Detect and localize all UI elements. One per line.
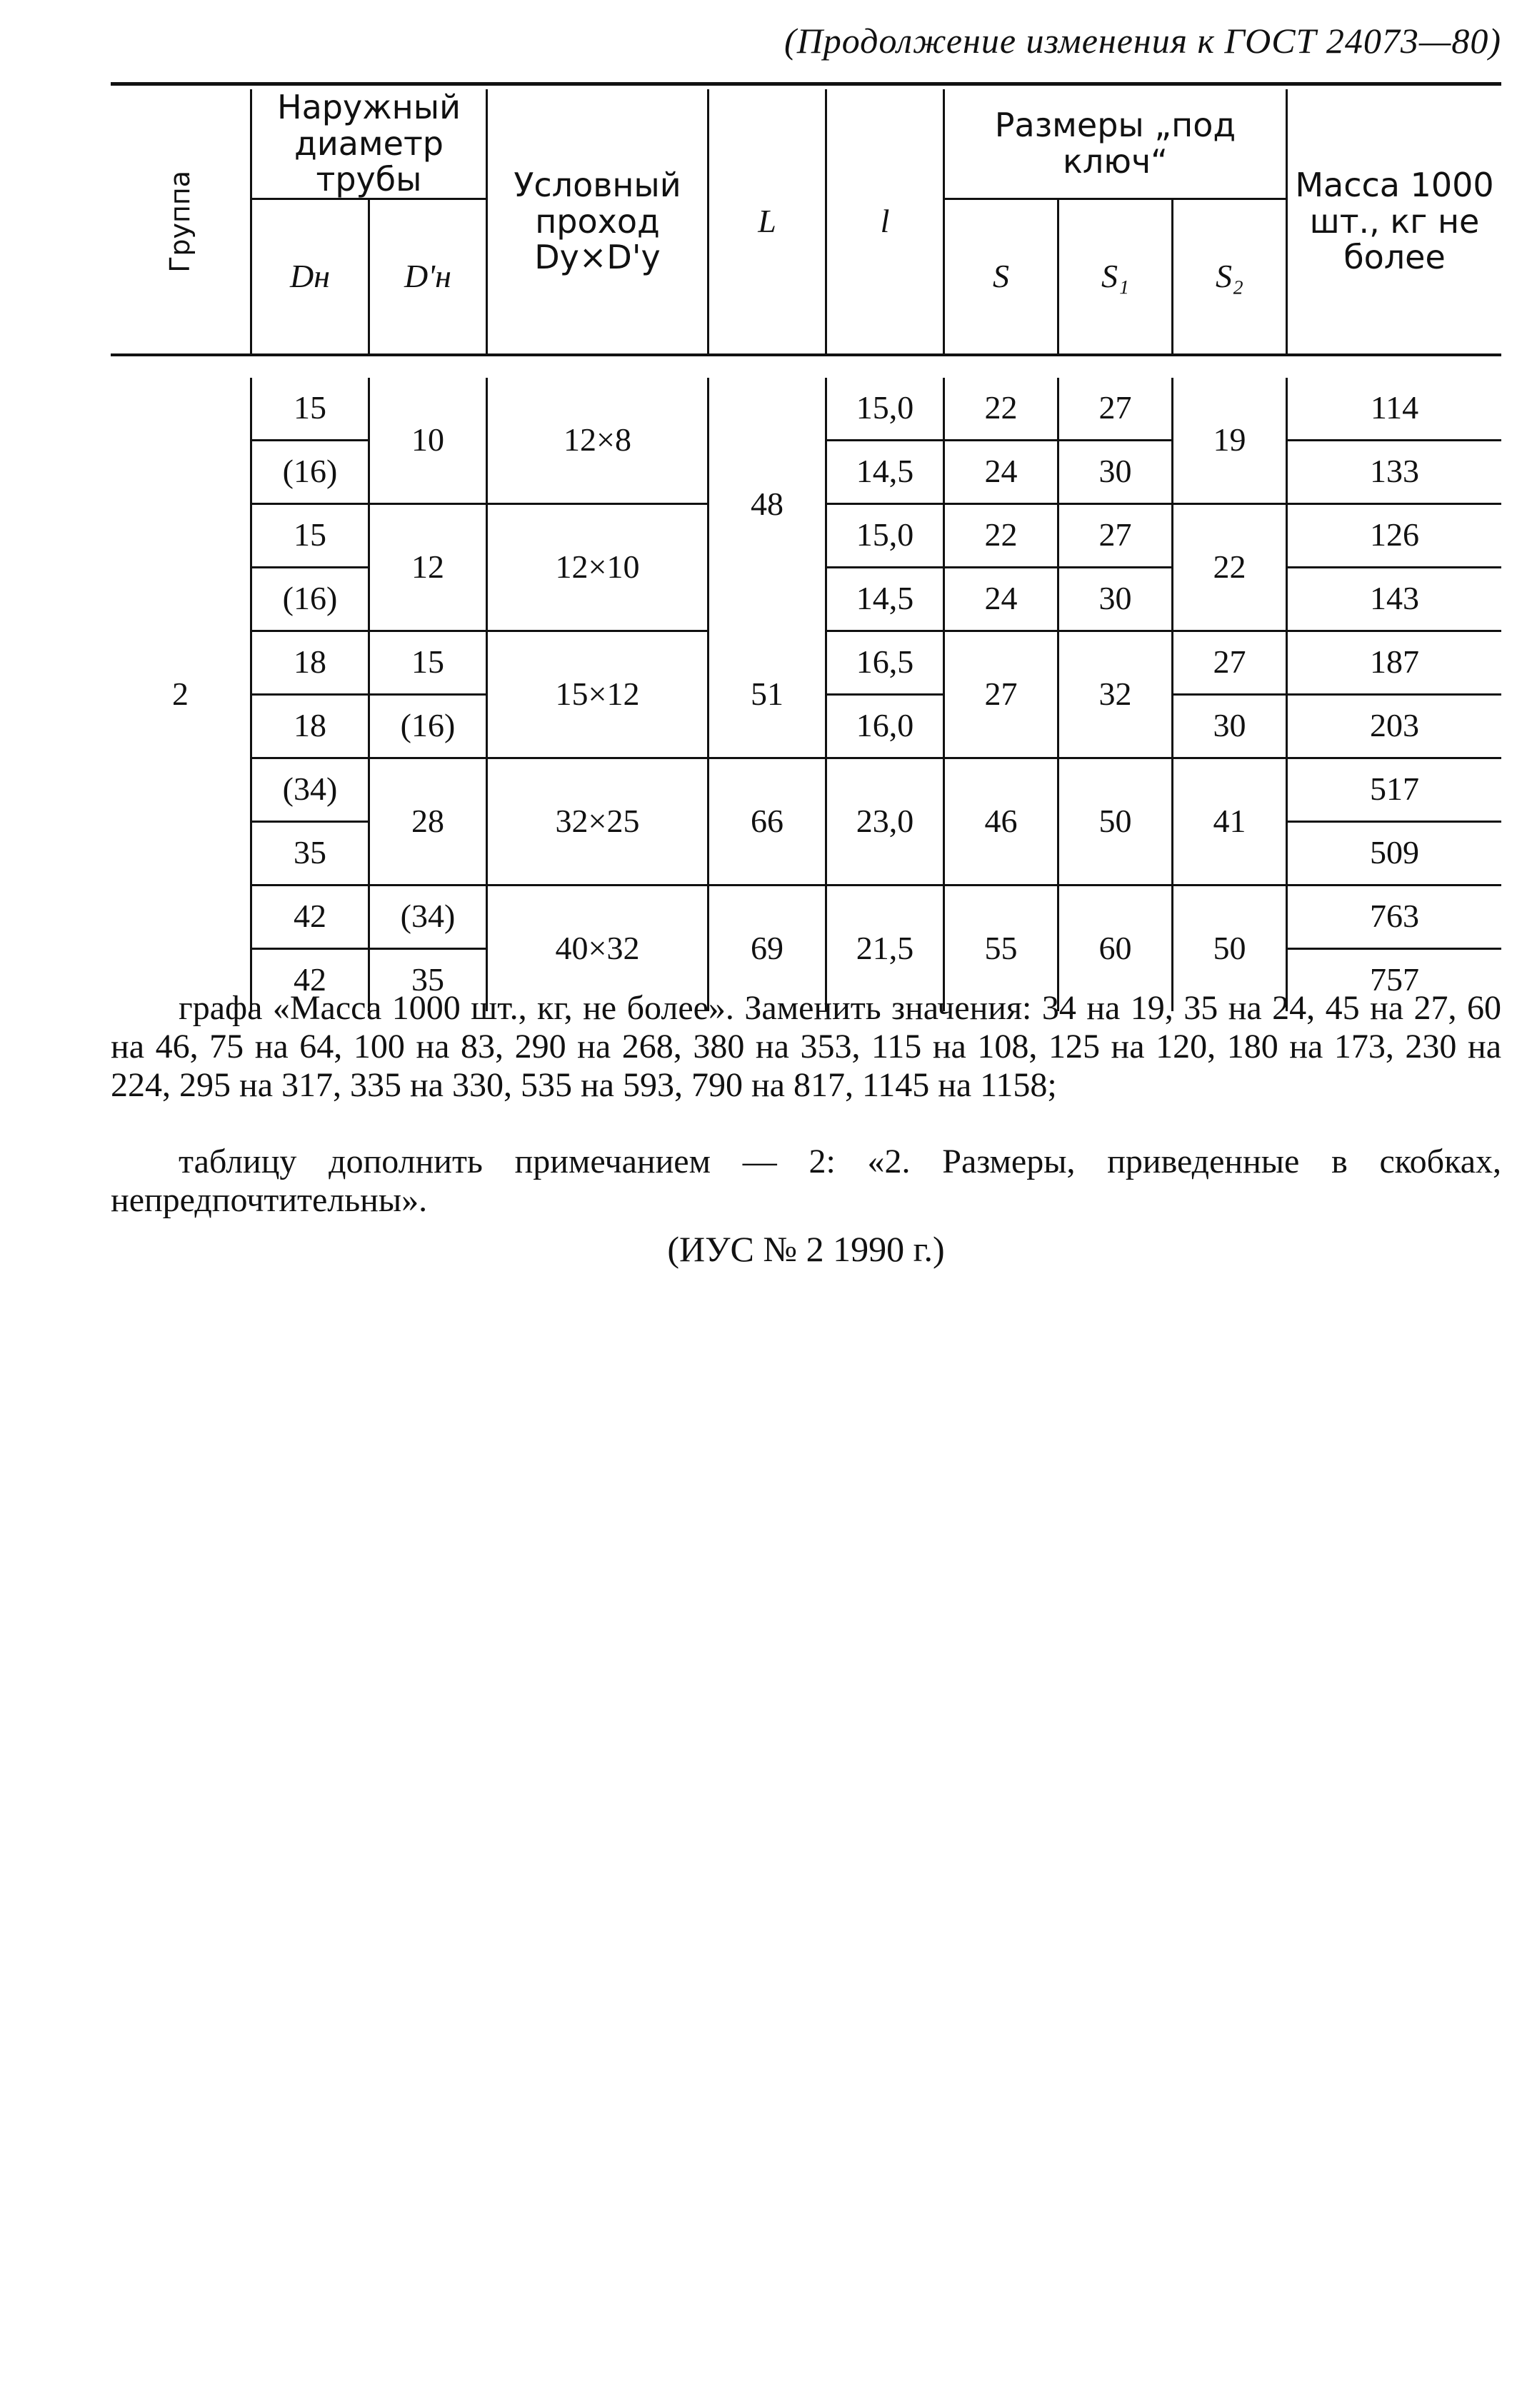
dn-prime-cell: 35 bbox=[368, 950, 486, 1011]
L-cell: 51 bbox=[707, 632, 825, 759]
amendment-paragraph-mass: графа «Масса 1000 шт., кг, не более». Заменить значения: 34 на 19, 35 на 24, 45 на 27, 60 на 46, 75 на 64, 100 на 83, 290 на 268, 380 на 353, 115 на 108, 125 на 120, 180 на 173, 230 на 224, 295 на 317, 335 на 330, 535 на 593, 790 на 817, 1145 на 1158; bbox=[111, 989, 1501, 1104]
bore-cell: 12×10 bbox=[486, 505, 707, 632]
S1-cell: 32 bbox=[1057, 632, 1171, 759]
dn-prime-cell: 28 bbox=[368, 759, 486, 886]
group-header-label: Группа bbox=[164, 170, 196, 273]
S2-cell: 19 bbox=[1171, 378, 1286, 505]
dn-cell: 35 bbox=[250, 823, 368, 886]
S-cell: 24 bbox=[943, 568, 1057, 632]
dn-cell: (16) bbox=[250, 568, 368, 632]
S-cell: 22 bbox=[943, 378, 1057, 441]
mass-header: Масса 1000 шт., кг не более bbox=[1286, 89, 1501, 353]
S1-cell: 30 bbox=[1057, 441, 1171, 505]
dn-cell: 42 bbox=[250, 886, 368, 950]
wrench-sizes-header: Размеры „под ключ“ bbox=[943, 89, 1286, 200]
mass-cell: 757 bbox=[1286, 950, 1501, 1011]
S-cell: 46 bbox=[943, 759, 1057, 886]
mass-cell: 509 bbox=[1286, 823, 1501, 886]
l-cell: 14,5 bbox=[825, 568, 943, 632]
S-cell: 27 bbox=[943, 632, 1057, 759]
bore-cell: 12×8 bbox=[486, 378, 707, 505]
l-cell: 16,5 bbox=[825, 632, 943, 696]
L-cell: 48 bbox=[707, 378, 825, 632]
dn-prime-cell: 15 bbox=[368, 632, 486, 696]
mass-cell: 203 bbox=[1286, 696, 1501, 759]
dn-cell: (16) bbox=[250, 441, 368, 505]
group-cell: 2 bbox=[172, 675, 189, 712]
mass-cell: 114 bbox=[1286, 378, 1501, 441]
bore-cell: 40×32 bbox=[486, 886, 707, 1011]
group-header bbox=[111, 89, 250, 353]
mass-cell: 517 bbox=[1286, 759, 1501, 823]
dn-cell: 18 bbox=[250, 696, 368, 759]
S2-cell: 41 bbox=[1171, 759, 1286, 886]
S1-cell: 60 bbox=[1057, 886, 1171, 1011]
S-cell: 22 bbox=[943, 505, 1057, 568]
mass-cell: 763 bbox=[1286, 886, 1501, 950]
S2-cell: 27 bbox=[1171, 632, 1286, 696]
top-rule bbox=[111, 82, 1501, 86]
S1-cell: 50 bbox=[1057, 759, 1171, 886]
mass-cell: 187 bbox=[1286, 632, 1501, 696]
dn-cell: (34) bbox=[250, 759, 368, 823]
dn-prime-cell: 10 bbox=[368, 378, 486, 505]
dn-cell: 18 bbox=[250, 632, 368, 696]
nominal-bore-header: Условный проход Dу×D'у bbox=[486, 89, 707, 353]
l-cell: 15,0 bbox=[825, 378, 943, 441]
bore-cell: 15×12 bbox=[486, 632, 707, 759]
L-cell: 69 bbox=[707, 886, 825, 1011]
bore-cell: 32×25 bbox=[486, 759, 707, 886]
page-header: (Продолжение изменения к ГОСТ 24073—80) bbox=[784, 21, 1501, 61]
S-header: S bbox=[943, 200, 1057, 353]
dn-cell: 15 bbox=[250, 505, 368, 568]
outer-diameter-header: Наружный диаметр трубы bbox=[250, 89, 486, 200]
dn-cell: 15 bbox=[250, 378, 368, 441]
S-cell: 24 bbox=[943, 441, 1057, 505]
S2-cell: 50 bbox=[1171, 886, 1286, 1011]
l-cell: 16,0 bbox=[825, 696, 943, 759]
l-cell: 23,0 bbox=[825, 759, 943, 886]
dn-prime-cell: 12 bbox=[368, 505, 486, 632]
dn-prime-cell: (34) bbox=[368, 886, 486, 950]
dimensions-table bbox=[111, 89, 1501, 1011]
mass-cell: 126 bbox=[1286, 505, 1501, 568]
dn-cell: 42 bbox=[250, 950, 368, 1011]
S2-header: S₂ bbox=[1171, 200, 1286, 353]
amendment-paragraph-note: таблицу дополнить примечанием — 2: «2. Размеры, приведенные в скобках, непредпочтительны». bbox=[111, 1143, 1501, 1219]
L-cell: 66 bbox=[707, 759, 825, 886]
l-cell: 14,5 bbox=[825, 441, 943, 505]
l-cell: 21,5 bbox=[825, 886, 943, 1011]
S1-cell: 30 bbox=[1057, 568, 1171, 632]
S2-cell: 30 bbox=[1171, 696, 1286, 759]
dn-prime-cell: (16) bbox=[368, 696, 486, 759]
l-header: l bbox=[825, 89, 943, 353]
S2-cell: 22 bbox=[1171, 505, 1286, 632]
source-reference: (ИУС № 2 1990 г.) bbox=[667, 1229, 945, 1269]
L-header: L bbox=[707, 89, 825, 353]
dn-header: Dн bbox=[250, 200, 368, 353]
mass-cell: 143 bbox=[1286, 568, 1501, 632]
l-cell: 15,0 bbox=[825, 505, 943, 568]
S1-header: S₁ bbox=[1057, 200, 1171, 353]
S1-cell: 27 bbox=[1057, 378, 1171, 441]
S1-cell: 27 bbox=[1057, 505, 1171, 568]
S-cell: 55 bbox=[943, 886, 1057, 1011]
dn-prime-header: D'н bbox=[368, 200, 486, 353]
mass-cell: 133 bbox=[1286, 441, 1501, 505]
